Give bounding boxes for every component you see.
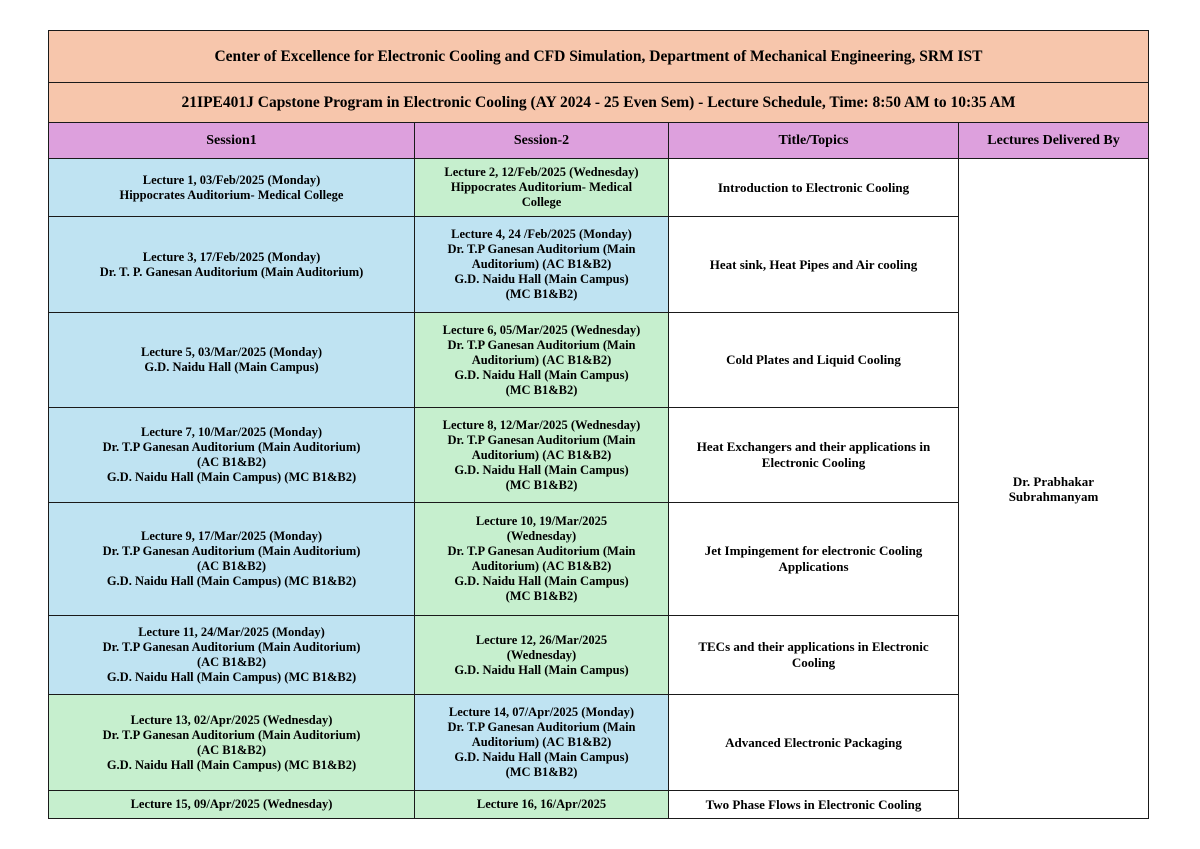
topic-cell-line: Electronic Cooling (761, 455, 866, 470)
session2-cell-line: (Wednesday) (506, 529, 577, 543)
session2-cell-line: Auditorium) (AC B1&B2) (471, 559, 612, 573)
session1-cell (49, 616, 415, 695)
session2-cell-line: Auditorium) (AC B1&B2) (471, 257, 612, 271)
topic-cell-line: Two Phase Flows in Electronic Cooling (705, 796, 922, 812)
session2-cell (415, 616, 669, 695)
session2-cell-line: Lecture 16, 16/Apr/2025 (476, 797, 607, 811)
topic-cell (669, 791, 959, 819)
department-title: Center of Excellence for Electronic Cooling and CFD Simulation, Department of Mechanical Engineering, SRM IST (49, 31, 1149, 83)
session2-cell-line: G.D. Naidu Hall (Main Campus) (454, 574, 629, 588)
session1-cell-line: G.D. Naidu Hall (Main Campus) (MC B1&B2) (106, 670, 357, 684)
session1-cell (49, 217, 415, 313)
schedule-title: 21IPE401J Capstone Program in Electronic Cooling (AY 2024 - 25 Even Sem) - Lecture Schedule, Time: 8:50 AM to 10:35 AM (49, 83, 1149, 123)
column-header-lecturer: Lectures Delivered By (959, 123, 1149, 159)
session2-cell-line: G.D. Naidu Hall (Main Campus) (454, 462, 629, 477)
column-header-topics: Title/Topics (669, 123, 959, 159)
session2-cell-line: (Wednesday) (506, 647, 577, 662)
session2-cell (415, 791, 669, 819)
session2-cell-line: Auditorium) (AC B1&B2) (471, 352, 612, 367)
session2-cell-line: Dr. T.P Ganesan Auditorium (Main (447, 720, 636, 734)
session2-cell-line: (MC B1&B2) (505, 477, 578, 492)
lecturer-name-line: Dr. Prabhakar (1012, 473, 1095, 489)
session1-cell-line: Lecture 9, 17/Mar/2025 (Monday) (141, 529, 322, 543)
topic-cell (669, 695, 959, 791)
session1-cell-line: Dr. T. P. Ganesan Auditorium (Main Auditorium) (99, 264, 364, 279)
session2-cell-line: College (521, 195, 562, 209)
session2-cell-line: (MC B1&B2) (505, 382, 578, 397)
session2-cell-line: Dr. T.P Ganesan Auditorium (Main (447, 432, 636, 447)
session2-cell-line: Lecture 8, 12/Mar/2025 (Wednesday) (442, 417, 641, 432)
topic-cell (669, 616, 959, 695)
topic-cell (669, 503, 959, 616)
topic-cell (669, 313, 959, 408)
session1-cell-line: Lecture 13, 02/Apr/2025 (Wednesday) (130, 712, 333, 727)
session1-cell-line: G.D. Naidu Hall (Main Campus) (MC B1&B2) (106, 757, 357, 772)
session2-cell (415, 503, 669, 616)
lecture-schedule-table (48, 30, 1149, 819)
session2-cell (415, 408, 669, 503)
topic-cell (669, 217, 959, 313)
session2-cell-line: G.D. Naidu Hall (Main Campus) (454, 750, 629, 764)
topic-cell-line: Applications (778, 559, 849, 574)
lecturer-name-line: Subrahmanyam (1008, 488, 1099, 504)
session2-cell-line: Lecture 12, 26/Mar/2025 (475, 632, 608, 647)
session1-cell-line: Dr. T.P Ganesan Auditorium (Main Auditorium) (102, 544, 361, 558)
session2-cell-line: Lecture 10, 19/Mar/2025 (475, 514, 608, 528)
session2-cell-line: Dr. T.P Ganesan Auditorium (Main (447, 337, 636, 352)
session2-cell-line: G.D. Naidu Hall (Main Campus) (454, 367, 629, 382)
session1-cell (49, 159, 415, 217)
subtitle-row (49, 83, 1149, 123)
session1-cell-line: G.D. Naidu Hall (Main Campus) (144, 360, 319, 374)
column-header-session1: Session1 (49, 123, 415, 159)
session2-cell-line: G.D. Naidu Hall (Main Campus) (454, 662, 629, 677)
session1-cell-line: (AC B1&B2) (196, 559, 267, 573)
session1-cell-line: Lecture 1, 03/Feb/2025 (Monday) (142, 172, 321, 187)
session1-cell-line: Lecture 5, 03/Mar/2025 (Monday) (141, 345, 322, 359)
table-row (49, 159, 1149, 217)
session2-cell-line: Auditorium) (AC B1&B2) (471, 447, 612, 462)
lecturer-cell (959, 159, 1149, 819)
session1-cell-line: Dr. T.P Ganesan Auditorium (Main Auditorium) (102, 640, 361, 654)
session1-cell (49, 503, 415, 616)
session2-cell-line: Dr. T.P Ganesan Auditorium (Main (447, 544, 636, 558)
session2-cell-line: Lecture 14, 07/Apr/2025 (Monday) (448, 705, 635, 719)
session1-cell-line: Hippocrates Auditorium- Medical College (119, 187, 344, 202)
topic-cell-line: Jet Impingement for electronic Cooling (704, 543, 923, 558)
session1-cell-line: (AC B1&B2) (196, 742, 267, 757)
session2-cell-line: Hippocrates Auditorium- Medical (450, 180, 633, 194)
topic-cell-line: Introduction to Electronic Cooling (717, 179, 910, 195)
session1-cell-line: Dr. T.P Ganesan Auditorium (Main Auditorium) (102, 727, 361, 742)
topic-cell (669, 159, 959, 217)
session1-cell-line: Dr. T.P Ganesan Auditorium (Main Auditorium) (102, 440, 361, 454)
session1-cell-line: Lecture 15, 09/Apr/2025 (Wednesday) (130, 797, 333, 811)
topic-cell-line: Heat sink, Heat Pipes and Air cooling (709, 256, 918, 272)
session2-cell-line: (MC B1&B2) (505, 589, 578, 603)
session2-cell (415, 313, 669, 408)
session1-cell-line: Lecture 3, 17/Feb/2025 (Monday) (142, 249, 321, 264)
session2-cell-line: Lecture 2, 12/Feb/2025 (Wednesday) (444, 165, 639, 179)
column-header-session2: Session-2 (415, 123, 669, 159)
session2-cell-line: (MC B1&B2) (505, 287, 578, 301)
session1-cell (49, 695, 415, 791)
session1-cell (49, 313, 415, 408)
session2-cell-line: G.D. Naidu Hall (Main Campus) (454, 272, 629, 286)
session2-cell (415, 695, 669, 791)
topic-cell-line: Cooling (791, 655, 836, 670)
session2-cell-line: Dr. T.P Ganesan Auditorium (Main (447, 242, 636, 256)
session2-cell (415, 217, 669, 313)
session1-cell-line: (AC B1&B2) (196, 455, 267, 469)
session1-cell-line: (AC B1&B2) (196, 655, 267, 669)
session1-cell-line: G.D. Naidu Hall (Main Campus) (MC B1&B2) (106, 470, 357, 484)
topic-cell-line: Heat Exchangers and their applications in (696, 439, 931, 454)
title-row (49, 31, 1149, 83)
session2-cell-line: Lecture 6, 05/Mar/2025 (Wednesday) (442, 322, 641, 337)
session2-cell (415, 159, 669, 217)
session2-cell-line: Lecture 4, 24 /Feb/2025 (Monday) (451, 227, 632, 241)
session2-cell-line: (MC B1&B2) (505, 765, 578, 779)
session2-cell-line: Auditorium) (AC B1&B2) (471, 735, 612, 749)
session1-cell-line: Lecture 11, 24/Mar/2025 (Monday) (138, 625, 325, 639)
topic-cell-line: Cold Plates and Liquid Cooling (726, 352, 901, 367)
topic-cell-line: Advanced Electronic Packaging (725, 734, 902, 750)
column-header-row (49, 123, 1149, 159)
topic-cell-line: TECs and their applications in Electronic (698, 639, 929, 654)
session1-cell-line: G.D. Naidu Hall (Main Campus) (MC B1&B2) (106, 574, 357, 588)
session1-cell-line: Lecture 7, 10/Mar/2025 (Monday) (141, 425, 322, 439)
session1-cell (49, 791, 415, 819)
topic-cell (669, 408, 959, 503)
session1-cell (49, 408, 415, 503)
